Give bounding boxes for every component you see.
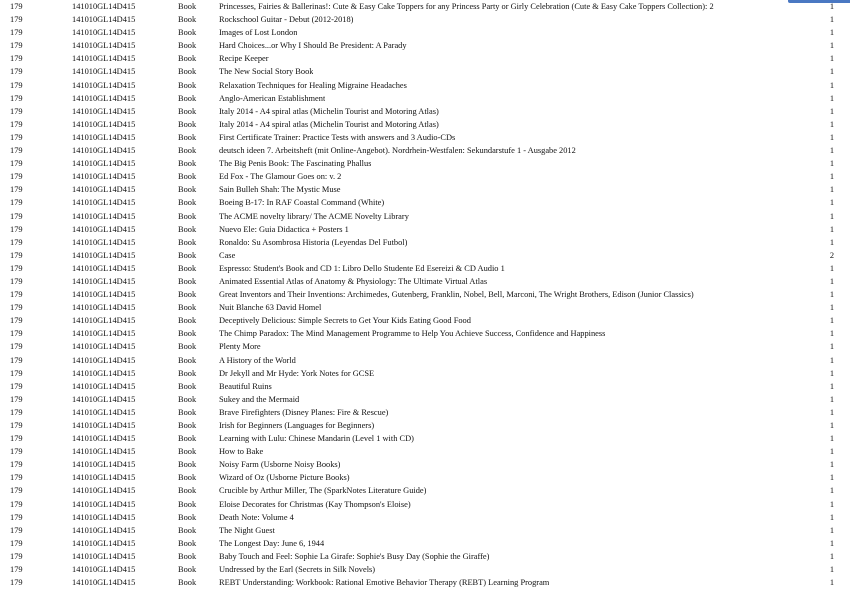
cell-id: 179	[10, 512, 23, 522]
cell-id: 179	[10, 172, 23, 182]
table-row	[0, 576, 850, 589]
cell-code: 141010GL14D415	[72, 525, 136, 535]
cell-code: 141010GL14D415	[72, 119, 136, 129]
table-row	[0, 183, 850, 196]
cell-type: Book	[178, 54, 197, 64]
cell-id: 179	[10, 198, 23, 208]
cell-type: Book	[178, 355, 197, 365]
cell-title: The Big Penis Book: The Fascinating Phallus	[219, 159, 372, 169]
cell-type: Book	[178, 211, 197, 221]
cell-title: Deceptively Delicious: Simple Secrets to Get Your Kids Eating Good Food	[219, 316, 471, 326]
cell-code: 141010GL14D415	[72, 303, 136, 313]
cell-qty: 1	[829, 159, 834, 169]
cell-id: 179	[10, 499, 23, 509]
cell-id: 179	[10, 368, 23, 378]
cell-qty: 1	[829, 303, 834, 313]
cell-code: 141010GL14D415	[72, 538, 136, 548]
cell-type: Book	[178, 381, 197, 391]
cell-code: 141010GL14D415	[72, 460, 136, 470]
cell-qty: 1	[829, 329, 834, 339]
cell-title: How to Bake	[219, 447, 264, 457]
cell-code: 141010GL14D415	[72, 263, 136, 273]
cell-qty: 1	[829, 119, 834, 129]
cell-code: 141010GL14D415	[72, 381, 136, 391]
table-row	[0, 262, 850, 275]
cell-code: 141010GL14D415	[72, 172, 136, 182]
cell-code: 141010GL14D415	[72, 146, 136, 156]
cell-qty: 1	[829, 486, 834, 496]
cell-title: Case	[219, 250, 236, 260]
table-row	[0, 288, 850, 301]
cell-id: 179	[10, 342, 23, 352]
cell-type: Book	[178, 486, 197, 496]
cell-qty: 1	[829, 447, 834, 457]
table-row	[0, 131, 850, 144]
table-row	[0, 524, 850, 537]
cell-type: Book	[178, 578, 197, 588]
cell-type: Book	[178, 447, 197, 457]
cell-id: 179	[10, 460, 23, 470]
cell-qty: 1	[829, 381, 834, 391]
cell-code: 141010GL14D415	[72, 224, 136, 234]
cell-qty: 1	[829, 276, 834, 286]
cell-type: Book	[178, 512, 197, 522]
cell-id: 179	[10, 93, 23, 103]
table-row	[0, 314, 850, 327]
cell-id: 179	[10, 2, 23, 11]
cell-code: 141010GL14D415	[72, 499, 136, 509]
table-row	[0, 511, 850, 524]
table-row	[0, 249, 850, 262]
cell-title: Learning with Lulu: Chinese Mandarin (Level 1 with CD)	[219, 434, 414, 444]
cell-title: Espresso: Student's Book and CD 1: Libro Dello Studente Ed Esereizi & CD Audio 1	[219, 263, 505, 273]
table-row	[0, 157, 850, 170]
cell-code: 141010GL14D415	[72, 80, 136, 90]
cell-qty: 1	[829, 237, 834, 247]
table-row	[0, 196, 850, 209]
cell-code: 141010GL14D415	[72, 512, 136, 522]
table-row	[0, 471, 850, 484]
cell-id: 179	[10, 80, 23, 90]
cell-type: Book	[178, 224, 197, 234]
table-row	[0, 445, 850, 458]
cell-type: Book	[178, 198, 197, 208]
table-row	[0, 0, 850, 13]
cell-title: The Chimp Paradox: The Mind Management Programme to Help You Achieve Success, Confidence and Happiness	[219, 329, 606, 339]
cell-title: Images of Lost London	[219, 28, 298, 38]
cell-qty: 1	[829, 499, 834, 509]
cell-code: 141010GL14D415	[72, 329, 136, 339]
cell-code: 141010GL14D415	[72, 473, 136, 483]
cell-title: The Night Guest	[219, 525, 275, 535]
cell-title: Boeing B-17: In RAF Coastal Command (White)	[219, 198, 385, 208]
cell-qty: 1	[829, 460, 834, 470]
cell-code: 141010GL14D415	[72, 15, 136, 25]
table-row	[0, 563, 850, 576]
cell-type: Book	[178, 41, 197, 51]
cell-code: 141010GL14D415	[72, 93, 136, 103]
table-row	[0, 340, 850, 353]
cell-qty: 1	[829, 394, 834, 404]
cell-title: Dr Jekyll and Mr Hyde: York Notes for GCSE	[219, 368, 375, 378]
cell-id: 179	[10, 276, 23, 286]
cell-qty: 1	[829, 578, 834, 588]
cell-id: 179	[10, 578, 23, 588]
cell-type: Book	[178, 303, 197, 313]
cell-qty: 1	[829, 185, 834, 195]
cell-title: Undressed by the Earl (Secrets in Silk Novels)	[219, 565, 376, 575]
table-row	[0, 458, 850, 471]
cell-type: Book	[178, 106, 197, 116]
cell-qty: 1	[829, 421, 834, 430]
cell-type: Book	[178, 119, 197, 129]
cell-type: Book	[178, 250, 197, 260]
cell-title: Italy 2014 - A4 spiral atlas (Michelin Tourist and Motoring Atlas)	[219, 106, 439, 116]
cell-title: Eloise Decorates for Christmas (Kay Thompson's Eloise)	[219, 499, 411, 509]
cell-title: The New Social Story Book	[219, 67, 314, 77]
cell-type: Book	[178, 185, 197, 195]
cell-qty: 1	[829, 2, 834, 11]
cell-id: 179	[10, 146, 23, 156]
cell-code: 141010GL14D415	[72, 434, 136, 444]
cell-title: Death Note: Volume 4	[219, 512, 294, 522]
cell-title: Relaxation Techniques for Healing Migraine Headaches	[219, 80, 407, 90]
table-row	[0, 537, 850, 550]
cell-title: Baby Touch and Feel: Sophie La Girafe: Sophie's Busy Day (Sophie the Giraffe)	[219, 551, 490, 561]
table-row	[0, 380, 850, 393]
cell-id: 179	[10, 54, 23, 64]
cell-id: 179	[10, 434, 23, 444]
cell-qty: 1	[829, 132, 834, 142]
cell-code: 141010GL14D415	[72, 290, 136, 300]
cell-title: Ronaldo: Su Asombrosa Historia (Leyendas Del Futbol)	[219, 237, 408, 247]
cell-type: Book	[178, 132, 197, 142]
cell-qty: 1	[829, 28, 834, 38]
cell-code: 141010GL14D415	[72, 185, 136, 195]
cell-type: Book	[178, 342, 197, 352]
table-row	[0, 92, 850, 105]
table-row	[0, 393, 850, 406]
cell-id: 179	[10, 250, 23, 260]
cell-title: Nuevo Ele: Guia Didactica + Posters 1	[219, 224, 349, 234]
cell-title: A History of the World	[219, 355, 296, 365]
cell-type: Book	[178, 368, 197, 378]
cell-type: Book	[178, 146, 197, 156]
cell-code: 141010GL14D415	[72, 447, 136, 457]
cell-type: Book	[178, 538, 197, 548]
cell-qty: 1	[829, 407, 834, 417]
cell-id: 179	[10, 381, 23, 391]
table-row	[0, 432, 850, 445]
table-row	[0, 301, 850, 314]
cell-type: Book	[178, 394, 197, 404]
cell-type: Book	[178, 407, 197, 417]
cell-title: Sain Bulleh Shah: The Mystic Muse	[219, 185, 341, 195]
cell-qty: 1	[829, 551, 834, 561]
cell-qty: 1	[829, 211, 834, 221]
cell-type: Book	[178, 80, 197, 90]
cell-title: Hard Choices...or Why I Should Be President: A Parady	[219, 41, 407, 51]
cell-code: 141010GL14D415	[72, 316, 136, 326]
cell-qty: 1	[829, 106, 834, 116]
cell-id: 179	[10, 67, 23, 77]
cell-id: 179	[10, 224, 23, 234]
cell-id: 179	[10, 486, 23, 496]
cell-type: Book	[178, 15, 197, 25]
cell-id: 179	[10, 119, 23, 129]
cell-id: 179	[10, 316, 23, 326]
cell-qty: 1	[829, 41, 834, 51]
cell-id: 179	[10, 421, 23, 430]
cell-code: 141010GL14D415	[72, 2, 136, 11]
table-row	[0, 406, 850, 419]
table-row	[0, 13, 850, 26]
cell-qty: 1	[829, 67, 834, 77]
cell-qty: 1	[829, 15, 834, 25]
table-row	[0, 367, 850, 380]
cell-title: Beautiful Ruins	[219, 381, 272, 391]
table-row	[0, 170, 850, 183]
cell-id: 179	[10, 290, 23, 300]
cell-qty: 1	[829, 316, 834, 326]
cell-code: 141010GL14D415	[72, 421, 136, 430]
cell-id: 179	[10, 525, 23, 535]
cell-qty: 1	[829, 473, 834, 483]
table-row	[0, 484, 850, 497]
cell-type: Book	[178, 172, 197, 182]
cell-qty: 1	[829, 198, 834, 208]
cell-code: 141010GL14D415	[72, 394, 136, 404]
cell-code: 141010GL14D415	[72, 486, 136, 496]
cell-code: 141010GL14D415	[72, 211, 136, 221]
cell-code: 141010GL14D415	[72, 132, 136, 142]
cell-title: Brave Firefighters (Disney Planes: Fire & Rescue)	[219, 407, 389, 417]
cell-title: Recipe Keeper	[219, 54, 269, 64]
cell-title: Nuit Blanche 63 David Homel	[219, 303, 322, 313]
cell-type: Book	[178, 460, 197, 470]
cell-code: 141010GL14D415	[72, 159, 136, 169]
table-row	[0, 498, 850, 511]
cell-title: REBT Understanding: Workbook: Rational Emotive Behavior Therapy (REBT) Learning Program	[219, 578, 550, 588]
cell-title: Princesses, Fairies & Ballerinas!: Cute & Easy Cake Toppers for any Princess Party or Girly Celebration (Cute & Easy Cake Toppers Collection): 2	[219, 2, 714, 11]
cell-id: 179	[10, 447, 23, 457]
table-row	[0, 39, 850, 52]
table-row	[0, 327, 850, 340]
table-row	[0, 223, 850, 236]
table-row	[0, 236, 850, 249]
cell-title: deutsch ideen 7. Arbeitsheft (mit Online-Angebot). Nordrhein-Westfalen: Sekundarstufe 1 - Ausgabe 2012	[219, 146, 576, 156]
cell-code: 141010GL14D415	[72, 276, 136, 286]
cell-type: Book	[178, 421, 197, 430]
cell-qty: 1	[829, 342, 834, 352]
cell-id: 179	[10, 106, 23, 116]
cell-type: Book	[178, 473, 197, 483]
cell-code: 141010GL14D415	[72, 41, 136, 51]
cell-qty: 1	[829, 263, 834, 273]
cell-title: Rockschool Guitar - Debut (2012-2018)	[219, 15, 354, 25]
cell-title: Noisy Farm (Usborne Noisy Books)	[219, 460, 341, 470]
table-row	[0, 144, 850, 157]
cell-type: Book	[178, 290, 197, 300]
cell-title: Italy 2014 - A4 spiral atlas (Michelin Tourist and Motoring Atlas)	[219, 119, 439, 129]
cell-code: 141010GL14D415	[72, 565, 136, 575]
cell-qty: 1	[829, 290, 834, 300]
cell-id: 179	[10, 473, 23, 483]
cell-qty: 1	[829, 368, 834, 378]
cell-id: 179	[10, 211, 23, 221]
cell-code: 141010GL14D415	[72, 342, 136, 352]
cell-title: Plenty More	[219, 342, 261, 352]
cell-qty: 1	[829, 93, 834, 103]
table-row	[0, 79, 850, 92]
cell-id: 179	[10, 41, 23, 51]
cell-title: Irish for Beginners (Languages for Beginners)	[219, 421, 375, 430]
cell-type: Book	[178, 276, 197, 286]
table-row	[0, 419, 850, 432]
cell-title: Sukey and the Mermaid	[219, 394, 300, 404]
table-row	[0, 118, 850, 131]
cell-code: 141010GL14D415	[72, 67, 136, 77]
cell-qty: 1	[829, 525, 834, 535]
cell-id: 179	[10, 28, 23, 38]
table-row	[0, 275, 850, 288]
cell-type: Book	[178, 499, 197, 509]
cell-title: Animated Essential Atlas of Anatomy & Physiology: The Ultimate Virtual Atlas	[219, 276, 488, 286]
table-row	[0, 105, 850, 118]
cell-id: 179	[10, 551, 23, 561]
cell-code: 141010GL14D415	[72, 578, 136, 588]
cell-code: 141010GL14D415	[72, 237, 136, 247]
cell-id: 179	[10, 538, 23, 548]
cell-id: 179	[10, 132, 23, 142]
cell-code: 141010GL14D415	[72, 28, 136, 38]
cell-id: 179	[10, 15, 23, 25]
cell-code: 141010GL14D415	[72, 407, 136, 417]
cell-id: 179	[10, 263, 23, 273]
cell-id: 179	[10, 185, 23, 195]
cell-code: 141010GL14D415	[72, 198, 136, 208]
cell-id: 179	[10, 303, 23, 313]
cell-qty: 1	[829, 538, 834, 548]
table-row	[0, 354, 850, 367]
table-row	[0, 210, 850, 223]
cell-id: 179	[10, 237, 23, 247]
cell-qty: 1	[829, 224, 834, 234]
cell-type: Book	[178, 237, 197, 247]
cell-title: Great Inventors and Their Inventions: Archimedes, Gutenberg, Franklin, Nobel, Bell, Marconi, The Wright Brothers, Edison (Junior Classics)	[219, 290, 694, 300]
cell-code: 141010GL14D415	[72, 250, 136, 260]
cell-id: 179	[10, 329, 23, 339]
cell-id: 179	[10, 565, 23, 575]
cell-type: Book	[178, 263, 197, 273]
cell-title: Wizard of Oz (Usborne Picture Books)	[219, 473, 350, 483]
cell-title: The Longest Day: June 6, 1944	[219, 538, 325, 548]
table-row	[0, 550, 850, 563]
cell-title: Crucible by Arthur Miller, The (SparkNotes Literature Guide)	[219, 486, 427, 496]
cell-qty: 1	[829, 146, 834, 156]
cell-code: 141010GL14D415	[72, 551, 136, 561]
cell-type: Book	[178, 2, 197, 11]
table-row	[0, 65, 850, 78]
cell-code: 141010GL14D415	[72, 368, 136, 378]
cell-type: Book	[178, 565, 197, 575]
cell-code: 141010GL14D415	[72, 106, 136, 116]
cell-qty: 2	[829, 250, 834, 260]
cell-title: The ACME novelty library/ The ACME Novelty Library	[219, 211, 409, 221]
table-row	[0, 26, 850, 39]
cell-type: Book	[178, 316, 197, 326]
cell-type: Book	[178, 525, 197, 535]
cell-qty: 1	[829, 512, 834, 522]
cell-type: Book	[178, 551, 197, 561]
cell-qty: 1	[829, 172, 834, 182]
cell-code: 141010GL14D415	[72, 54, 136, 64]
cell-id: 179	[10, 355, 23, 365]
cell-id: 179	[10, 159, 23, 169]
cell-type: Book	[178, 28, 197, 38]
cell-type: Book	[178, 67, 197, 77]
cell-type: Book	[178, 434, 197, 444]
cell-qty: 1	[829, 565, 834, 575]
cell-type: Book	[178, 159, 197, 169]
cell-qty: 1	[829, 54, 834, 64]
cell-title: Ed Fox - The Glamour Goes on: v. 2	[219, 172, 342, 182]
cell-title: Anglo-American Establishment	[219, 93, 326, 103]
cell-type: Book	[178, 93, 197, 103]
cell-type: Book	[178, 329, 197, 339]
table-row	[0, 52, 850, 65]
cell-qty: 1	[829, 80, 834, 90]
cell-qty: 1	[829, 355, 834, 365]
cell-id: 179	[10, 407, 23, 417]
cell-title: First Certificate Trainer: Practice Tests with answers and 3 Audio-CDs	[219, 132, 456, 142]
cell-code: 141010GL14D415	[72, 355, 136, 365]
cell-qty: 1	[829, 434, 834, 444]
cell-id: 179	[10, 394, 23, 404]
